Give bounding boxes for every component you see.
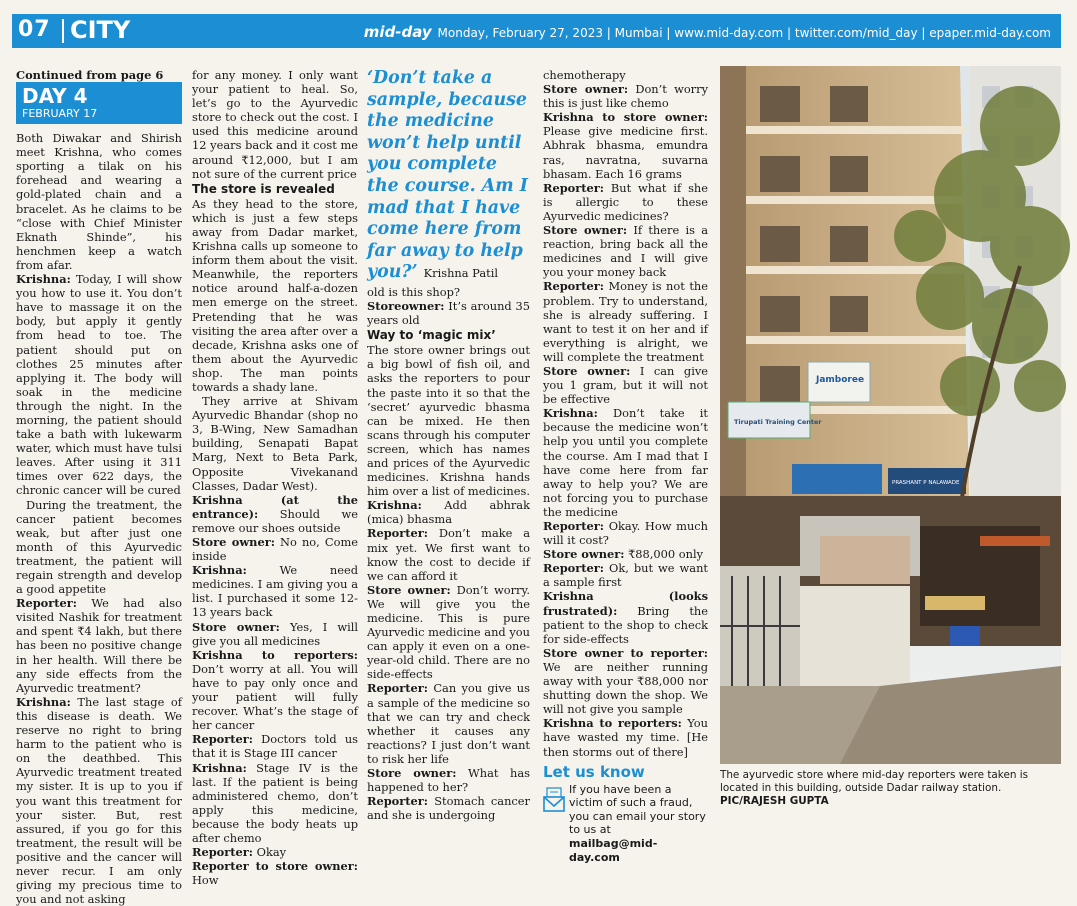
- header-divider: [62, 19, 64, 43]
- dialogue-line: Krishna: Don’t take it because the medicine won’t help you until you complete the course. Am I mad that I have come here from far away to help you? We are not forcing you to purchase the medicine: [543, 406, 709, 519]
- dialogue-line: Krishna: Today, I will show you how to use it. You don’t have to massage it on the body, but apply it gently from head to toe. The patient should put on clothes 25 minutes after applying it. The body will soak in the medicine through the night. In the morning, the patient should take a bath with lukewarm water, which must have tulsi leaves. After using it 311 times over 622 days, the chronic cancer will be cured: [16, 272, 182, 498]
- dialogue-line: Store owner: No no, Come inside: [192, 535, 358, 564]
- day-label: DAY 4: [22, 84, 88, 109]
- pull-quote-credit: Krishna Patil: [423, 266, 498, 281]
- speaker: Reporter:: [543, 561, 604, 576]
- dialogue-line: Reporter: Don’t make a mix yet. We first want to know the cost to decide if we can afford it: [367, 526, 531, 583]
- speaker: Store owner:: [543, 363, 631, 378]
- speaker: Store owner to reporter:: [543, 645, 708, 660]
- dialogue-line: Storeowner: It’s around 35 years old: [367, 299, 530, 328]
- dialogue-line: Krishna: The last stage of this disease is death. We reserve no right to bring harm to the patient who is on the deathbed. This Ayurvedic treatment treated my sister. It is up to you if you want this treatment for your sister. But, rest assured, if you go for this treatment, the result will be positive and the cancer will never recur. I am only giving my precious time to you and not asking: [16, 694, 182, 906]
- speaker: Krishna:: [192, 563, 247, 578]
- article-column-3: [367, 68, 531, 823]
- speaker: Krishna (looks frustrated):: [543, 589, 708, 618]
- speaker: Reporter:: [367, 526, 428, 541]
- speaker: Store owner:: [192, 619, 280, 634]
- dialogue-line: Store owner: If there is a reaction, bring back all the medicines and I will give you your money back: [543, 223, 709, 280]
- section-title: CITY: [70, 16, 131, 44]
- let-us-know-box: [543, 783, 708, 865]
- building-photo: [720, 66, 1061, 764]
- dialogue-line: Krishna to reporters: Don’t worry at all. You will have to pay only once and your patient will fully recover. What’s the stage of her cancer: [192, 647, 358, 733]
- dialogue-line: Reporter: Money is not the problem. Try to understand, she is already suffering. I want to test it on her and if everything is alright, we will complete the treatment: [543, 279, 708, 364]
- paragraph: During the treatment, the cancer patient becomes weak, but after just one month of this Ayurvedic treatment, the patient will regain strength and develop a good appetite: [16, 497, 182, 597]
- paragraph: chemotherapy: [543, 68, 626, 82]
- paragraph: for any money. I only want your patient to heal. So, let’s go to the Ayurvedic store to check out the cost. I used this medicine around 12 years back and it cost me around ₹12,000, but I am not sure of the current price: [192, 68, 358, 181]
- paragraph: As they head to the store, which is just a few steps away from Dadar market, Krishna calls up someone to inform them about the visit. Meanwhile, the reporters notice around half-a-dozen men emerge on the street. Pretending that he was visiting the area after over a decade, Krishna asks one of them about the Ayurvedic shop. The man points towards a shady lane.: [192, 196, 358, 394]
- dateline: Monday, February 27, 2023 | Mumbai | www.mid-day.com | twitter.com/mid_day | epaper.mid-day.com: [437, 26, 1051, 40]
- email-link[interactable]: mailbag@mid-day.com: [569, 837, 658, 864]
- header-dateline: [364, 23, 1051, 41]
- speaker: Store owner:: [543, 223, 628, 238]
- speaker: Reporter:: [543, 519, 604, 533]
- dialogue-line: Reporter to store owner: How: [192, 859, 358, 888]
- envelope-icon: [543, 785, 565, 815]
- speaker: Reporter:: [192, 845, 253, 860]
- dialogue-line: Reporter: Doctors told us that it is Stage III cancer: [192, 732, 359, 761]
- dialogue-line: Krishna (at the entrance): Should we remove our shoes outside: [192, 492, 358, 535]
- speaker: Reporter:: [367, 794, 428, 809]
- dialogue-line: Reporter: Okay: [192, 845, 287, 860]
- article-column-2: [192, 68, 359, 888]
- page-header: [12, 14, 1061, 48]
- brand-name: mid-day: [363, 23, 432, 41]
- speaker: Store owner:: [192, 535, 275, 549]
- dialogue-line: Reporter: Okay. How much will it cost?: [543, 519, 709, 548]
- continued-note: Continued from page 6: [16, 68, 164, 82]
- dialogue-line: Store owner to reporter: We are neither running away with your ₹88,000 nor shutting down the shop. We will not give you sample: [543, 645, 708, 717]
- speaker: Krishna:: [16, 694, 71, 709]
- speaker: Reporter:: [543, 180, 604, 195]
- dialogue-line: Reporter: We had also visited Nashik for treatment and spent ₹4 lakh, but there has been no positive change in her health. Will there be any side effects from the Ayurvedic treatment?: [16, 596, 182, 695]
- sign-jamboree: Jamboree: [816, 375, 865, 385]
- dialogue-line: Reporter: But what if she is allergic to these Ayurvedic medicines?: [543, 180, 708, 223]
- speaker: Reporter to store owner:: [192, 859, 358, 874]
- photo-caption: The ayurvedic store where mid-day reporters were taken is located in this building, outside Dadar railway station. PIC/RAJESH GUPTA: [720, 769, 1029, 807]
- article-column-1: [16, 68, 182, 906]
- paragraph: old is this shop?: [367, 284, 460, 299]
- dialogue-line: Store owner: Don’t worry this is just like chemo: [543, 82, 709, 111]
- dialogue-line: Store owner: Yes, I will give you all medicines: [192, 619, 359, 648]
- speaker: Storeowner:: [367, 299, 445, 314]
- speaker: Krishna (at the entrance):: [192, 492, 358, 521]
- dialogue-line: Krishna: Stage IV is the last. If the patient is being administered chemo, don’t apply this medicine, because the body heats up after chemo: [192, 760, 358, 845]
- dialogue-line: Reporter: Stomach cancer and she is undergoing: [367, 794, 530, 823]
- subheading: Way to ‘magic mix’: [367, 328, 496, 343]
- dialogue-line: Krishna (looks frustrated): Bring the patient to the shop to check for side-effects: [543, 589, 708, 646]
- photo-credit: PIC/RAJESH GUPTA: [720, 795, 829, 807]
- speaker: Krishna:: [192, 760, 247, 775]
- speaker: Reporter:: [16, 596, 77, 611]
- paragraph: The store owner brings out a big bowl of fish oil, and asks the reporters to pour the paste into it so that the ‘secret’ ayurvedic bhasma can be mixed. He then scans through his computer screen, which has names and prices of the Ayurvedic medicines. Krishna hands him over a list of medicines.: [367, 343, 530, 499]
- dialogue-line: Store owner: What has happened to her?: [367, 766, 531, 795]
- speaker: Krishna to reporters:: [192, 647, 358, 662]
- dialogue-line: Krishna to store owner: Please give medicine first. Abhrak bhasma, emundra ras, navratna, suvarna bhasam. Each 16 grams: [543, 110, 708, 181]
- photo-illustration: [720, 66, 1061, 764]
- speaker: Krishna to reporters:: [543, 716, 682, 731]
- sign-prashant: PRASHANT P NALAWADE: [892, 480, 960, 486]
- speaker: Krishna to store owner:: [543, 110, 708, 125]
- dialogue-line: Reporter: Can you give us a sample of the medicine so that we can try and check whether it causes any reactions? I just don’t want to risk her life: [367, 681, 530, 766]
- speaker: Krishna:: [543, 406, 598, 421]
- dialogue-line: Store owner: ₹88,000 only: [543, 547, 704, 562]
- article-column-4: [543, 68, 709, 864]
- dialogue-line: Store owner: I can give you 1 gram, but it will not be effective: [543, 363, 709, 407]
- speaker: Store owner:: [367, 582, 451, 597]
- dialogue-line: Krishna: We need medicines. I am giving you a list. I purchased it some 12-13 years back: [192, 563, 359, 620]
- pull-quote: ‘Don’t take a sample, because the medicine won’t help until you complete the course. Am I mad that I have come here from far away to help you?’ Krishna Patil: [367, 68, 528, 283]
- paragraph: They arrive at Shivam Ayurvedic Bhandar (shop no 3, B-Wing, New Samadhan building, Senapati Bapat Marg, Next to Beta Park, Opposite Vivekanand Classes, Dadar West).: [192, 394, 358, 493]
- sign-tirupati: Tirupati Training Center: [734, 418, 822, 426]
- page-number: 07: [18, 17, 51, 42]
- let-us-know-text: If you have been a victim of such a fraud, you can email your story to us at: [569, 782, 706, 837]
- speaker: Reporter:: [367, 681, 428, 696]
- dialogue-line: Reporter: Ok, but we want a sample first: [543, 561, 708, 590]
- speaker: Store owner:: [367, 766, 457, 781]
- speaker: Reporter:: [543, 279, 604, 294]
- dialogue-line: Krishna to reporters: You have wasted my time. [He then storms out of there]: [543, 716, 708, 759]
- day-box: [16, 82, 182, 124]
- speaker: Store owner:: [543, 82, 629, 97]
- speaker: Krishna:: [16, 272, 71, 287]
- speaker: Krishna:: [367, 498, 422, 513]
- dialogue-line: Krishna: Add abhrak (mica) bhasma: [367, 498, 530, 527]
- day-date: FEBRUARY 17: [22, 107, 98, 121]
- paragraph: Both Diwakar and Shirish meet Krishna, who comes sporting a tilak on his forehead and wearing a gold-plated chain and a bracelet. As he claims to be “close with Chief Minister Eknath Shinde”, his henchmen keep a watch from afar.: [16, 131, 182, 272]
- subheading: The store is revealed: [192, 181, 335, 196]
- speaker: Store owner:: [543, 547, 625, 562]
- let-us-know-heading: Let us know: [543, 762, 645, 781]
- speaker: Reporter:: [192, 732, 253, 747]
- dialogue-line: Store owner: Don’t worry. We will give you the medicine. This is pure Ayurvedic medicine and you can apply it even on a one-year-old child. There are no side-effects: [367, 582, 530, 682]
